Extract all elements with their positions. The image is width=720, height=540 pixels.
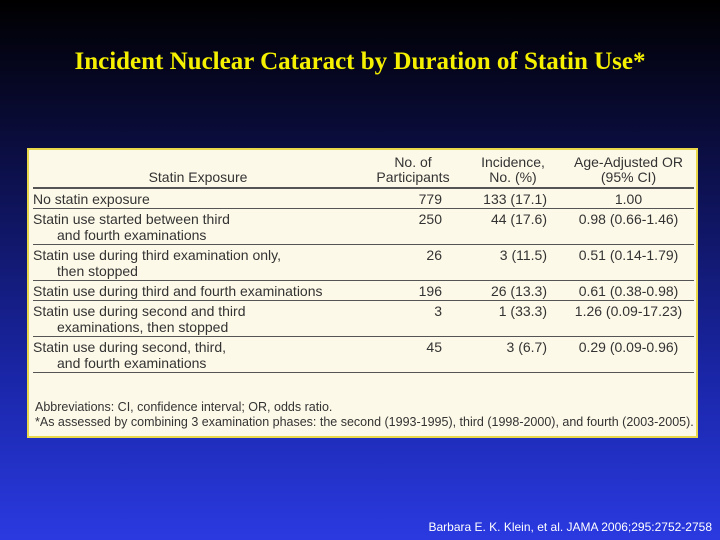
participants-cell: 196: [363, 281, 463, 301]
header-participants: No. of Participants: [363, 151, 463, 188]
row-label: Statin use during third and fourth examinations: [33, 281, 363, 301]
table-row: [33, 281, 694, 301]
incidence-cell: 3 (11.5): [463, 245, 563, 281]
table-row: [33, 245, 694, 281]
table-header-row: [33, 151, 694, 188]
participants-cell: 779: [363, 188, 463, 209]
data-table: [33, 151, 694, 373]
odds-ratio-cell: 1.26 (0.09-17.23): [563, 301, 694, 337]
table-panel: [27, 148, 698, 438]
incidence-cell: 26 (13.3): [463, 281, 563, 301]
row-label: No statin exposure: [33, 188, 363, 209]
asterisk-note: *As assessed by combining 3 examination phases: the second (1993-1995), third (1998-2000), and fourth (2003-2005).: [35, 415, 694, 429]
participants-cell: 45: [363, 337, 463, 373]
odds-ratio-cell: 0.29 (0.09-0.96): [563, 337, 694, 373]
header-odds-ratio: Age-Adjusted OR (95% CI): [563, 151, 694, 188]
table-footnotes: [35, 400, 700, 430]
odds-ratio-cell: 0.61 (0.38-0.98): [563, 281, 694, 301]
incidence-cell: 1 (33.3): [463, 301, 563, 337]
abbreviations-note: Abbreviations: CI, confidence interval; OR, odds ratio.: [35, 400, 333, 414]
row-label: Statin use during second and third examinations, then stopped: [33, 301, 363, 337]
table-row: [33, 188, 694, 209]
participants-cell: 26: [363, 245, 463, 281]
incidence-cell: 133 (17.1): [463, 188, 563, 209]
row-label: Statin use during second, third, and fourth examinations: [33, 337, 363, 373]
odds-ratio-cell: 1.00: [563, 188, 694, 209]
participants-cell: 3: [363, 301, 463, 337]
table-row: [33, 337, 694, 373]
citation: Barbara E. K. Klein, et al. JAMA 2006;295:2752-2758: [428, 520, 712, 534]
odds-ratio-cell: 0.98 (0.66-1.46): [563, 209, 694, 245]
odds-ratio-cell: 0.51 (0.14-1.79): [563, 245, 694, 281]
row-label: Statin use started between third and fourth examinations: [33, 209, 363, 245]
header-statin-exposure: Statin Exposure: [33, 151, 363, 188]
table-row: [33, 301, 694, 337]
incidence-cell: 3 (6.7): [463, 337, 563, 373]
slide-title: Incident Nuclear Cataract by Duration of Statin Use*: [74, 48, 646, 75]
participants-cell: 250: [363, 209, 463, 245]
row-label: Statin use during third examination only, then stopped: [33, 245, 363, 281]
table-row: [33, 209, 694, 245]
incidence-cell: 44 (17.6): [463, 209, 563, 245]
header-incidence: Incidence, No. (%): [463, 151, 563, 188]
